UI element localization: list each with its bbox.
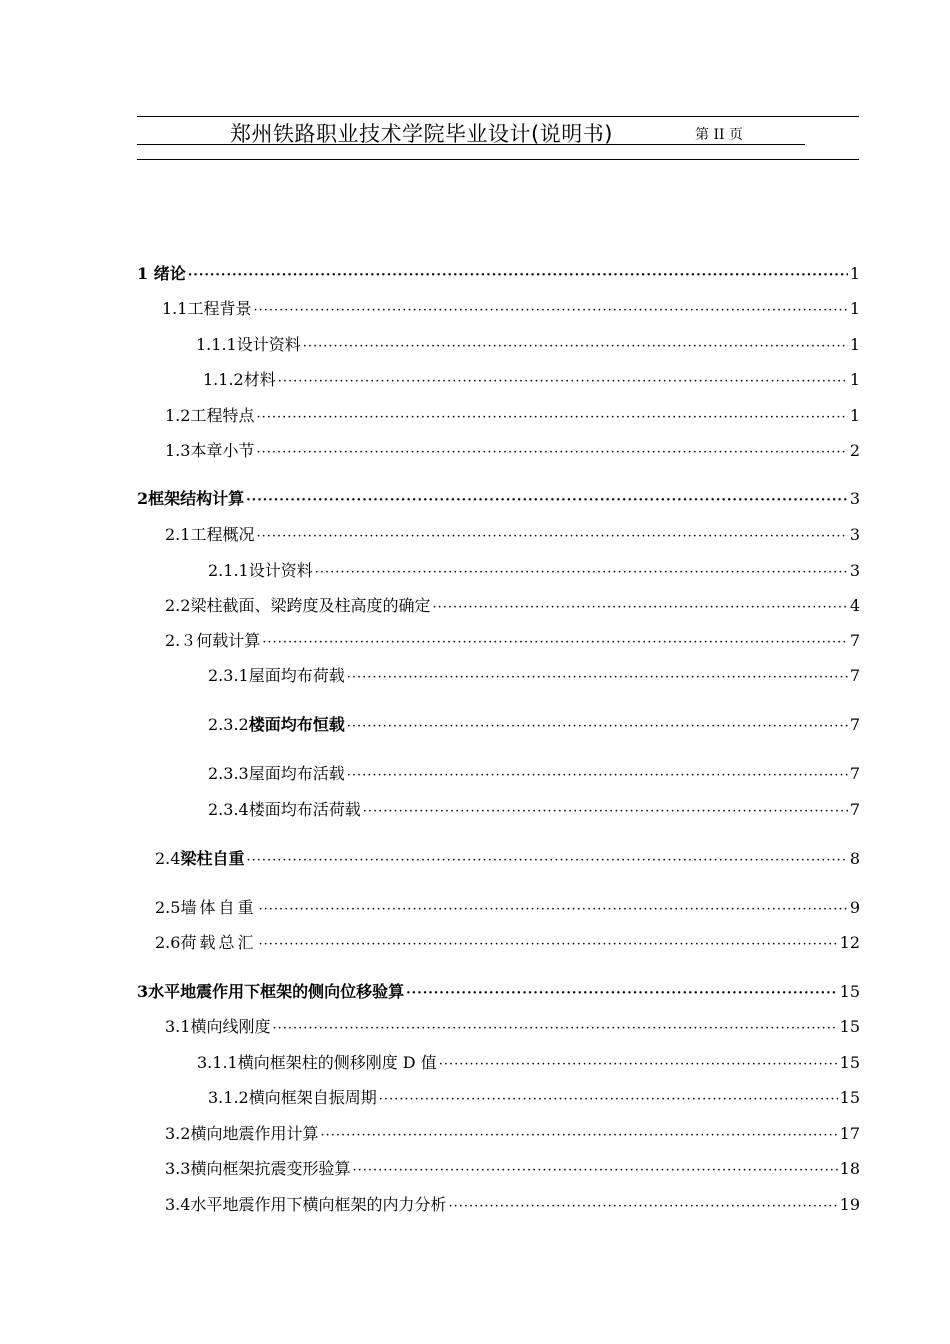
toc-title: 本章小节 [190,441,255,460]
toc-leader [379,1089,838,1111]
toc-page: 3 [849,561,860,580]
toc-title: 何载计算 [196,631,261,650]
toc-leader [256,407,847,429]
toc-entry-2-1[interactable] [165,524,860,546]
toc-leader [256,526,847,548]
toc-leader [448,1196,837,1218]
toc-number: 2 [137,489,149,508]
toc-leader [432,597,847,619]
toc-entry-1-2[interactable] [165,405,860,427]
toc-title: 梁柱截面、梁跨度及柱高度的确定 [190,596,431,615]
header-bottom-rule [137,159,859,160]
toc-leader [188,265,848,287]
toc-page: 15 [839,1053,860,1072]
toc-leader [258,934,837,956]
toc-title: 工程特点 [190,406,255,425]
toc-entry-2-3-2[interactable] [208,714,860,736]
toc-number: 1.1 [162,299,188,318]
toc-page: 19 [839,1195,860,1214]
toc-number: 2.3.4 [208,800,249,819]
toc-page: 4 [849,596,860,615]
toc-entry-2-6[interactable] [155,932,860,954]
toc-leader [320,1125,837,1147]
toc-number: 2.3.3 [208,764,249,783]
toc-number: 2.1.1 [208,561,249,580]
toc-leader [363,801,848,823]
toc-page: 7 [849,800,860,819]
toc-number: 3 [137,982,149,1001]
toc-number: 1.3 [165,441,191,460]
toc-number: 3.3 [165,1159,191,1178]
toc-leader [246,490,848,512]
toc-leader [253,300,847,322]
toc-entry-3-1[interactable] [165,1016,860,1038]
toc-number: 3.4 [165,1195,191,1214]
toc-page: 17 [839,1124,860,1143]
toc-entry-3-1-1[interactable] [197,1052,860,1074]
toc-number: 2.３ [165,631,197,650]
toc-leader [315,562,848,584]
toc-title: 屋面均布荷载 [248,666,345,685]
toc-page: 1 [849,370,860,389]
toc-leader [246,850,847,872]
toc-number: 3.1.2 [208,1088,249,1107]
toc-number: 2.3.1 [208,666,249,685]
toc-leader [352,1160,837,1182]
toc-entry-2-1-1[interactable] [208,560,860,582]
toc-entry-1-1[interactable] [162,298,860,320]
toc-entry-3-1-2[interactable] [208,1087,860,1109]
toc-page: 12 [839,933,860,952]
toc-title: 横向地震作用计算 [190,1124,319,1143]
toc-title: 楼面均布活荷载 [248,800,361,819]
toc-leader [347,765,848,787]
toc-entry-2-3-1[interactable] [208,665,860,687]
toc-page: 15 [839,1017,860,1036]
toc-number: 2.1 [165,525,191,544]
document-title: 郑州铁路职业技术学院毕业设计(说明书) [230,122,613,146]
toc-title: 荷载总汇 [180,933,257,952]
toc-number: 2.5 [155,898,181,917]
toc-leader [347,667,848,689]
toc-title: 设计资料 [236,335,301,354]
toc-page: 3 [849,489,860,508]
toc-leader [262,632,848,654]
toc-leader [272,1018,837,1040]
toc-page: 3 [849,525,860,544]
toc-page: 1 [849,299,860,318]
toc-page: 1 [849,264,860,283]
toc-page: 1 [849,335,860,354]
toc-page: 7 [849,715,860,734]
toc-page: 9 [849,898,860,917]
toc-entry-2[interactable] [137,488,860,510]
toc-entry-2-3-3[interactable] [208,763,860,785]
toc-title: 工程背景 [187,299,252,318]
toc-title: 横向框架抗震变形验算 [190,1159,351,1178]
header-underline [137,144,805,145]
toc-page: 2 [849,441,860,460]
toc-entry-1-1-2[interactable] [203,369,860,391]
toc-title: 屋面均布活载 [248,764,345,783]
toc-leader [258,899,847,921]
toc-entry-1-1-1[interactable] [196,334,860,356]
toc-page: 7 [849,666,860,685]
toc-page: 8 [849,849,860,868]
toc-number: 1.2 [165,406,191,425]
toc-entry-2-3-4[interactable] [208,799,860,821]
toc-title: 材料 [243,370,276,389]
toc-title: 横向框架柱的侧移刚度 D 值 [237,1053,437,1072]
toc-entry-2-3[interactable] [165,630,860,652]
toc-title: 绪论 [153,264,186,283]
toc-leader [439,1054,838,1076]
toc-entry-1-3[interactable] [165,440,860,462]
toc-entry-2-2[interactable] [165,595,860,617]
toc-page: 15 [839,1088,860,1107]
toc-page: 7 [849,631,860,650]
toc-number: 1.1.1 [196,335,237,354]
toc-page: 7 [849,764,860,783]
toc-title: 水平地震作用下框架的侧向位移验算 [148,982,405,1001]
toc-title: 墙体自重 [180,898,257,917]
toc-number: 3.2 [165,1124,191,1143]
toc-entry-1[interactable] [137,263,860,285]
toc-entry-3-3[interactable] [165,1158,860,1180]
header-top-rule [137,116,859,117]
toc-number: 1 [137,264,149,283]
toc-title: 框架结构计算 [148,489,245,508]
toc-title: 楼面均布恒载 [248,715,345,734]
toc-number: 3.1 [165,1017,191,1036]
toc-number: 1.1.2 [203,370,244,389]
toc-title: 横向线刚度 [190,1017,271,1036]
toc-number: 2.4 [155,849,181,868]
toc-page: 18 [839,1159,860,1178]
page-number-label: 第 II 页 [695,127,743,143]
toc-leader [347,716,848,738]
toc-number: 3.1.1 [197,1053,238,1072]
toc-entry-2-5[interactable] [155,897,860,919]
toc-title: 梁柱自重 [180,849,245,868]
toc-title: 工程概况 [190,525,255,544]
toc-title: 水平地震作用下横向框架的内力分析 [190,1195,447,1214]
toc-title: 设计资料 [248,561,313,580]
toc-number: 2.6 [155,933,181,952]
toc-entry-3[interactable] [137,981,860,1003]
toc-entry-3-4[interactable] [165,1194,860,1216]
toc-entry-3-2[interactable] [165,1123,860,1145]
toc-number: 2.2 [165,596,191,615]
toc-leader [256,442,847,464]
toc-leader [406,983,837,1005]
toc-leader [278,371,848,393]
toc-page: 15 [839,982,860,1001]
toc-title: 横向框架自振周期 [248,1088,377,1107]
toc-leader [303,336,848,358]
toc-number: 2.3.2 [208,715,249,734]
toc-entry-2-4[interactable] [155,848,860,870]
toc-page: 1 [849,406,860,425]
